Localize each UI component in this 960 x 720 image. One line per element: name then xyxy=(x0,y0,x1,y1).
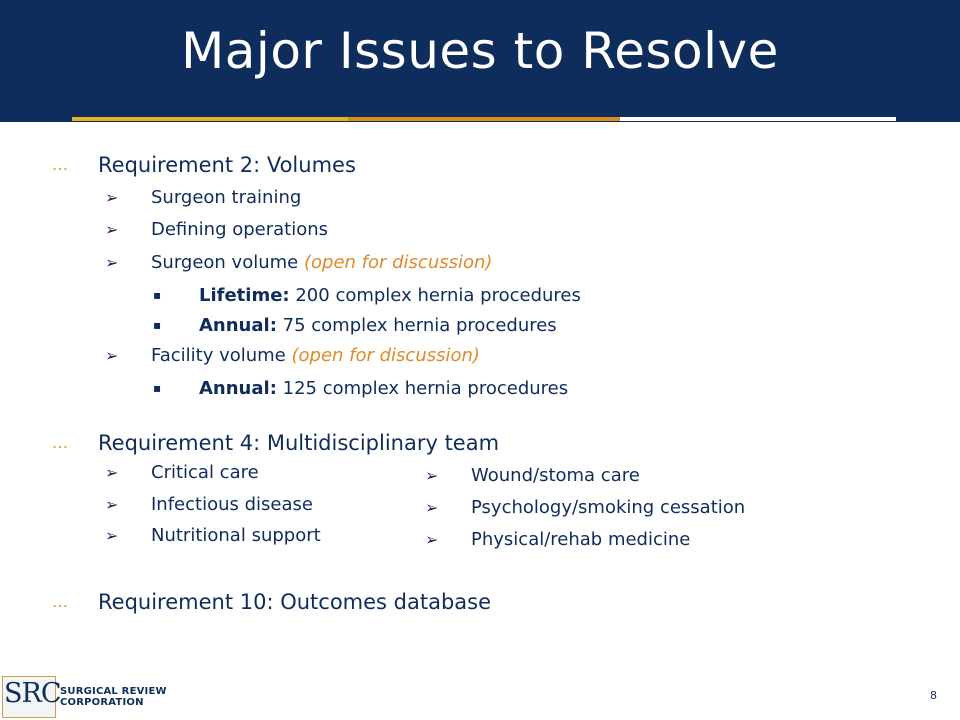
annual-value: 75 complex hernia procedures xyxy=(282,315,557,336)
square-bullet-icon: ▪ xyxy=(153,318,162,332)
defining-operations-text: Defining operations xyxy=(151,219,329,240)
list-item xyxy=(105,252,492,273)
header-banner xyxy=(0,0,960,122)
arrow-bullet-icon: ➢ xyxy=(105,188,119,207)
requirement-10-heading xyxy=(52,590,491,614)
arrow-bullet-icon: ➢ xyxy=(425,530,439,549)
team-item-right: Wound/stoma care xyxy=(471,465,640,486)
logo-line-2: CORPORATION xyxy=(60,697,144,708)
arrow-bullet-icon: ➢ xyxy=(105,495,119,514)
list-item xyxy=(105,494,313,515)
list-item xyxy=(153,378,568,399)
list-item xyxy=(425,529,690,550)
team-item-right: Physical/rehab medicine xyxy=(471,529,691,550)
accent-rule-white xyxy=(620,117,896,121)
arrow-bullet-icon: ➢ xyxy=(105,526,119,545)
list-item xyxy=(105,462,259,483)
list-item xyxy=(105,187,301,208)
facility-volume-text: Facility volume xyxy=(151,345,286,366)
requirement-2-heading xyxy=(52,153,356,177)
arrow-bullet-icon: ➢ xyxy=(105,346,119,365)
logo-line-1: SURGICAL REVIEW xyxy=(60,686,167,697)
page-number: 8 xyxy=(930,689,937,702)
list-item xyxy=(153,285,581,306)
surgeon-volume-text: Surgeon volume xyxy=(151,252,299,273)
requirement-4-text: Requirement 4: Multidisciplinary team xyxy=(98,431,500,455)
accent-rule-orange xyxy=(348,117,620,121)
lifetime-value: 200 complex hernia procedures xyxy=(295,285,581,306)
list-item xyxy=(153,315,557,336)
arrow-bullet-icon: ➢ xyxy=(425,466,439,485)
accent-rule-gold xyxy=(72,117,348,121)
arrow-bullet-icon: ➢ xyxy=(425,498,439,517)
ellipsis-bullet-icon: … xyxy=(52,592,68,611)
discussion-note: (open for discussion) xyxy=(291,345,480,366)
list-item xyxy=(425,497,745,518)
ellipsis-bullet-icon: … xyxy=(52,155,68,174)
list-item xyxy=(105,345,480,366)
requirement-10-text: Requirement 10: Outcomes database xyxy=(98,590,492,614)
team-item-right: Psychology/smoking cessation xyxy=(471,497,746,518)
discussion-note: (open for discussion) xyxy=(303,252,493,273)
square-bullet-icon: ▪ xyxy=(153,288,162,302)
square-bullet-icon: ▪ xyxy=(153,381,162,395)
team-item-left: Critical care xyxy=(151,462,259,483)
lifetime-label: Lifetime: xyxy=(199,285,290,306)
requirement-4-heading xyxy=(52,431,499,455)
list-item xyxy=(105,219,328,240)
team-item-left: Infectious disease xyxy=(151,494,313,515)
facility-annual-label: Annual: xyxy=(199,378,277,399)
surgeon-training-text: Surgeon training xyxy=(151,187,302,208)
requirement-2-text: Requirement 2: Volumes xyxy=(98,153,356,177)
annual-label: Annual: xyxy=(199,315,277,336)
slide-title: Major Issues to Resolve xyxy=(181,22,779,80)
src-logo-letters: SRC xyxy=(4,678,61,709)
team-item-left: Nutritional support xyxy=(151,525,321,546)
arrow-bullet-icon: ➢ xyxy=(105,220,119,239)
arrow-bullet-icon: ➢ xyxy=(105,253,119,272)
arrow-bullet-icon: ➢ xyxy=(105,463,119,482)
ellipsis-bullet-icon: … xyxy=(52,433,68,452)
src-logo-text xyxy=(60,686,167,708)
list-item xyxy=(425,465,640,486)
facility-annual-value: 125 complex hernia procedures xyxy=(282,378,569,399)
list-item xyxy=(105,525,321,546)
